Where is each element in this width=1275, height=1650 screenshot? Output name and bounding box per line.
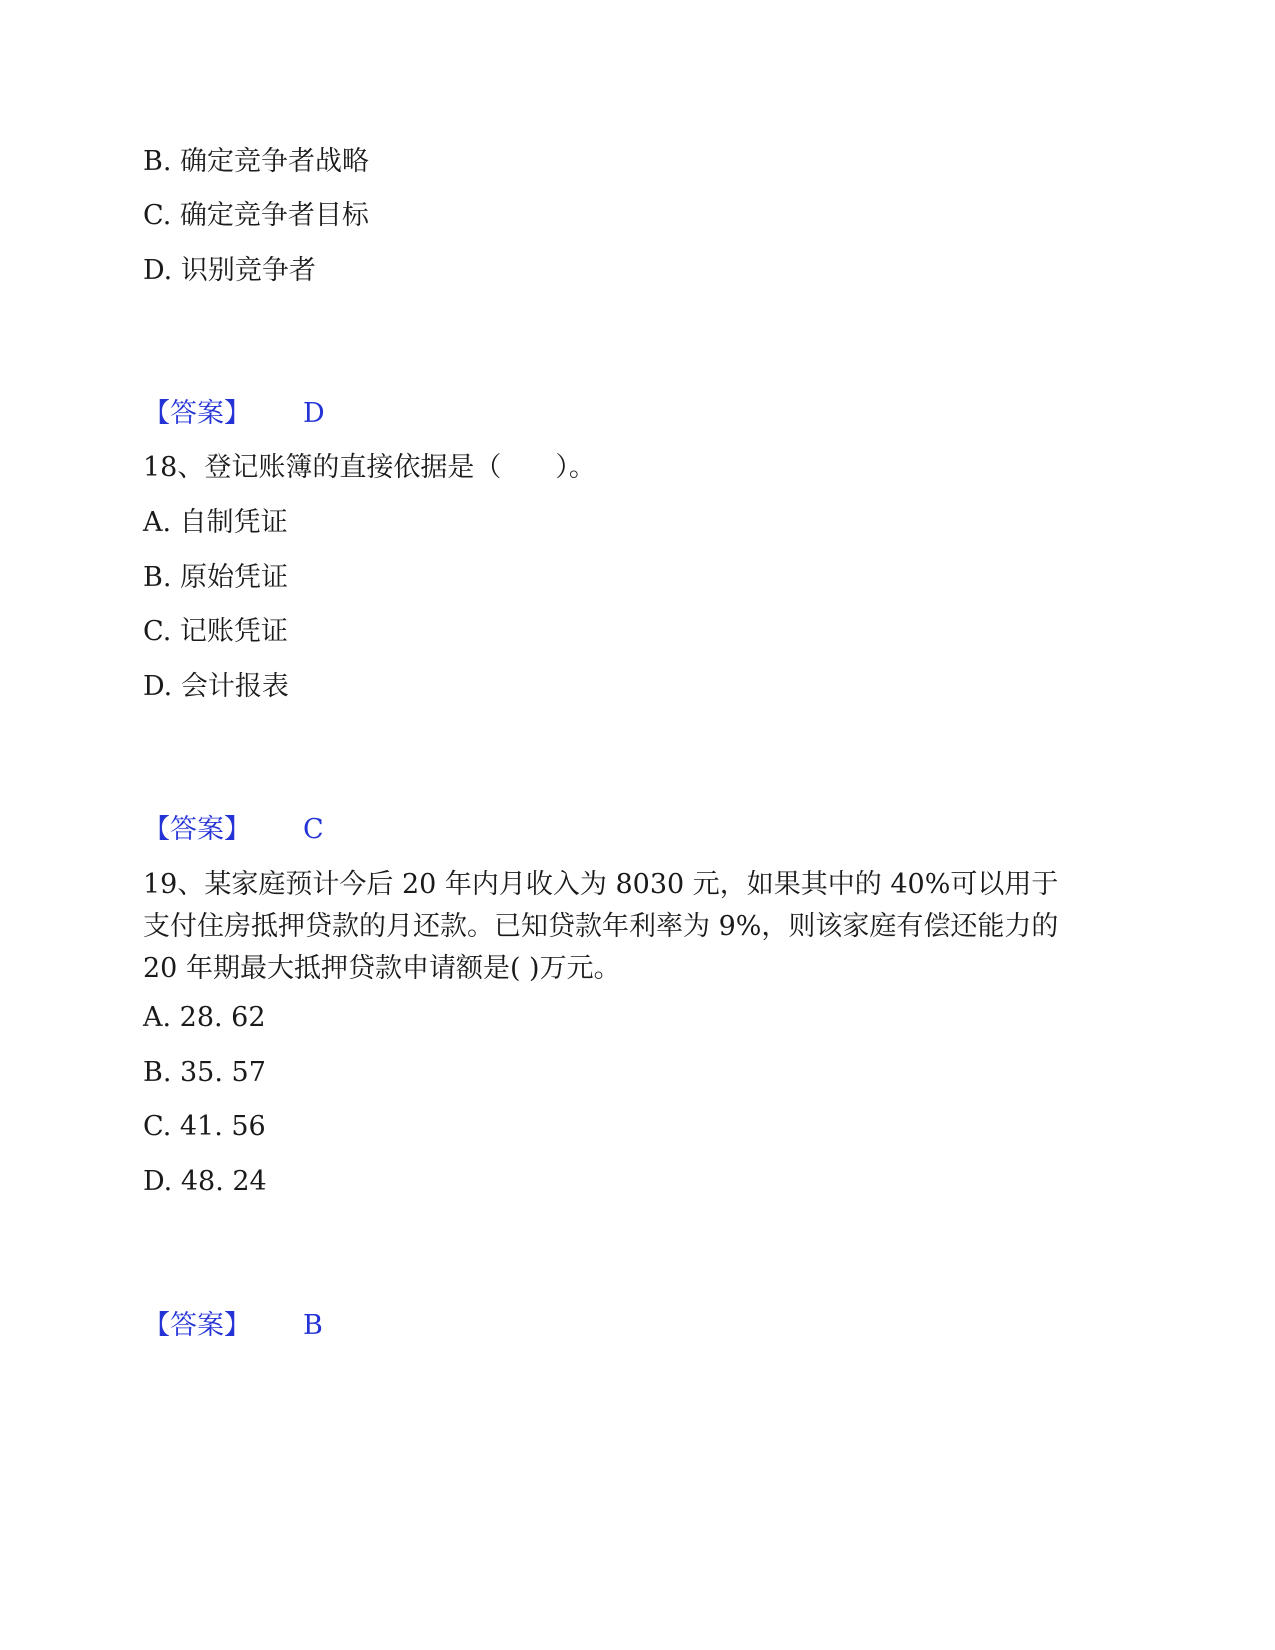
- question-18-stem: 18、登记账簿的直接依据是（ ）。: [143, 452, 596, 483]
- answer-line: [143, 814, 324, 846]
- option-b: B. 原始凭证: [143, 562, 289, 593]
- option-b: B. 35. 57: [143, 1057, 266, 1088]
- option-d: D. 会计报表: [143, 671, 289, 702]
- answer-label: 【答案】: [143, 1310, 251, 1341]
- answer-value: D: [303, 398, 325, 429]
- answer-value: C: [303, 814, 324, 845]
- option-b: B. 确定竞争者战略: [143, 146, 370, 177]
- answer-line: [143, 1310, 323, 1342]
- option-a: A. 28. 62: [143, 1002, 266, 1033]
- option-d: D. 48. 24: [143, 1166, 267, 1197]
- option-c: C. 确定竞争者目标: [143, 200, 369, 231]
- option-d: D. 识别竞争者: [143, 255, 316, 286]
- option-c: C. 41. 56: [143, 1111, 266, 1142]
- question-19-stem: 19、某家庭预计今后 20 年内月收入为 8030 元，如果其中的 40%可以用于支付住房抵押贷款的月还款。已知贷款年利率为 9%，则该家庭有偿还能力的 20 年期最大抵押贷款申请额是( )万元。: [143, 869, 1059, 984]
- answer-label: 【答案】: [143, 398, 251, 429]
- option-a: A. 自制凭证: [143, 507, 288, 538]
- option-c: C. 记账凭证: [143, 616, 288, 647]
- answer-line: [143, 398, 325, 430]
- answer-value: B: [303, 1310, 323, 1341]
- answer-label: 【答案】: [143, 814, 251, 845]
